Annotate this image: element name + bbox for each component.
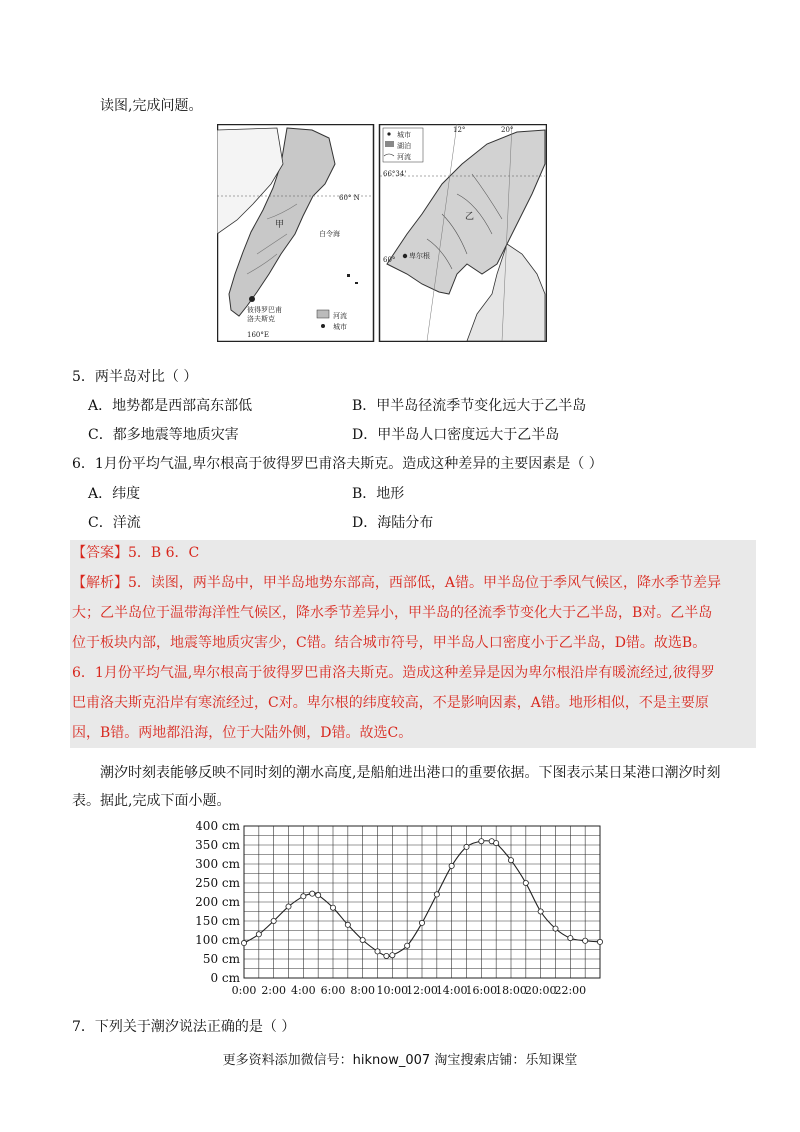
svg-text:洛夫斯克: 洛夫斯克 [247,315,275,323]
svg-text:河流: 河流 [397,153,411,161]
svg-text:20°: 20° [501,126,514,134]
x-tick-label: 20:00 [524,984,557,997]
tide-point [301,894,306,899]
legend-city-dot [321,324,325,328]
q6-option-d[interactable]: D．海陆分布 [352,515,434,531]
q5-stem: 5．两半岛对比（ ） [72,369,198,385]
svg-text:湖泊: 湖泊 [397,142,411,150]
tide-point [538,909,543,914]
y-tick-label: 150 cm [196,914,240,928]
x-tick-label: 18:00 [495,984,527,997]
q5-option-a[interactable]: A．地势都是西部高东部低 [88,398,253,414]
tide-point [523,880,528,885]
label-160e: 160°E [247,331,269,339]
x-tick-label: 4:00 [290,984,316,997]
tide-point [384,953,389,958]
x-tick-label: 6:00 [320,984,346,997]
y-tick-label: 400 cm [196,819,240,833]
analysis-line-2: 大；乙半岛位于温带海洋性气候区，降水季节差异小，甲半岛的径流季节变化大于乙半岛，B对。乙半岛 [72,605,713,621]
q5-option-c[interactable]: C．都多地震等地质灾害 [88,427,239,443]
tide-point [390,953,395,958]
tide-point [449,863,454,868]
q6-stem: 6．1月份平均气温,卑尔根高于彼得罗巴甫洛夫斯克。造成这种差异的主要因素是（ ） [72,456,603,472]
label-yi: 乙 [465,212,475,222]
q6-option-b[interactable]: B．地形 [352,486,405,502]
x-tick-label: 0:00 [231,984,257,997]
tide-point [597,939,602,944]
q6-option-a[interactable]: A．纬度 [88,486,141,502]
svg-text:66°34': 66°34' [383,170,407,178]
label-jia: 甲 [275,220,285,230]
city-marker-bergen [403,254,407,258]
tide-point [405,943,410,948]
tide-point [419,920,424,925]
q5-option-d[interactable]: D．甲半岛人口密度远大于乙半岛 [352,427,560,443]
analysis-line-4: 6．1月份平均气温,卑尔根高于彼得罗巴甫洛夫斯克。造成这种差异是因为卑尔根沿岸有暖流经过,彼得罗 [72,665,715,681]
x-tick-label: 14:00 [435,984,468,997]
svg-text:城市: 城市 [333,323,347,331]
tide-point [241,940,246,945]
x-tick-label: 22:00 [554,984,587,997]
peninsula-maps [217,124,547,342]
analysis-line-1: 【解析】5．读图，两半岛中，甲半岛地势东部高，西部低，A错。甲半岛位于季风气候区，降水季节差异 [72,575,722,591]
svg-text:河流: 河流 [333,312,347,320]
tide-point [310,891,315,896]
tide-point [568,936,573,941]
y-tick-label: 100 cm [196,933,240,947]
tide-point [553,926,558,931]
footer-text: 更多资料添加微信号：hiknow_007 淘宝搜索店铺：乐知课堂 [222,1053,578,1068]
label-bering-sea: 白令海 [319,230,340,238]
answer-line: 【答案】5．B 6．C [72,545,200,561]
y-tick-label: 50 cm [202,952,240,966]
tide-point [345,922,350,927]
tide-point [286,904,291,909]
analysis-line-6: 因，B错。两地都沿海，位于大陆外侧，D错。故选C。 [72,725,413,741]
tide-point [256,932,261,937]
tide-intro-line-1: 潮汐时刻表能够反映不同时刻的潮水高度,是船舶进出港口的重要依据。下图表示某日某港口潮汐时刻 [100,765,721,781]
label-petropavlovsk: 彼得罗巴甫 [247,306,282,314]
tide-point [375,949,380,954]
tide-point [508,858,513,863]
y-tick-label: 350 cm [196,838,240,852]
tide-point [360,937,365,942]
city-marker-petropavlovsk [249,296,255,302]
tide-point [271,918,276,923]
x-tick-label: 16:00 [465,984,498,997]
svg-text:60°: 60° [383,256,396,264]
tide-chart-svg [196,818,610,1002]
tide-point [583,938,588,943]
y-tick-label: 0 cm [210,971,240,985]
legend-river-swatch [317,310,329,318]
maps-svg [217,124,547,342]
q7-stem: 7．下列关于潮汐说法正确的是（ ） [72,1019,296,1035]
y-tick-label: 300 cm [196,857,240,871]
x-tick-label: 8:00 [350,984,376,997]
tide-chart [196,818,610,1002]
y-tick-label: 200 cm [196,895,240,909]
label-60n: 60° N [339,194,360,202]
svg-text:城市: 城市 [397,131,411,139]
q5-option-b[interactable]: B．甲半岛径流季节变化远大于乙半岛 [352,398,587,414]
svg-text:12°: 12° [453,126,466,134]
x-tick-label: 2:00 [261,984,287,997]
x-tick-label: 10:00 [376,984,409,997]
y-tick-label: 250 cm [196,876,240,890]
tide-point [479,839,484,844]
intro-text: 读图,完成问题。 [100,98,203,114]
tide-point [464,844,469,849]
tide-point [494,841,499,846]
label-bergen: 卑尔根 [409,252,430,260]
tide-intro-line-2: 表。据此,完成下面小题。 [72,793,231,809]
tide-point [330,905,335,910]
q6-option-c[interactable]: C．洋流 [88,515,141,531]
analysis-line-3: 位于板块内部，地震等地质灾害少，C错。结合城市符号，甲半岛人口密度小于乙半岛，D错。故选B。 [72,635,707,651]
analysis-line-5: 巴甫洛夫斯克沿岸有寒流经过，C对。卑尔根的纬度较高，不是影响因素，A错。地形相似，不是主要原 [72,695,709,711]
x-tick-label: 12:00 [406,984,438,997]
tide-point [434,892,439,897]
tide-point [316,893,321,898]
